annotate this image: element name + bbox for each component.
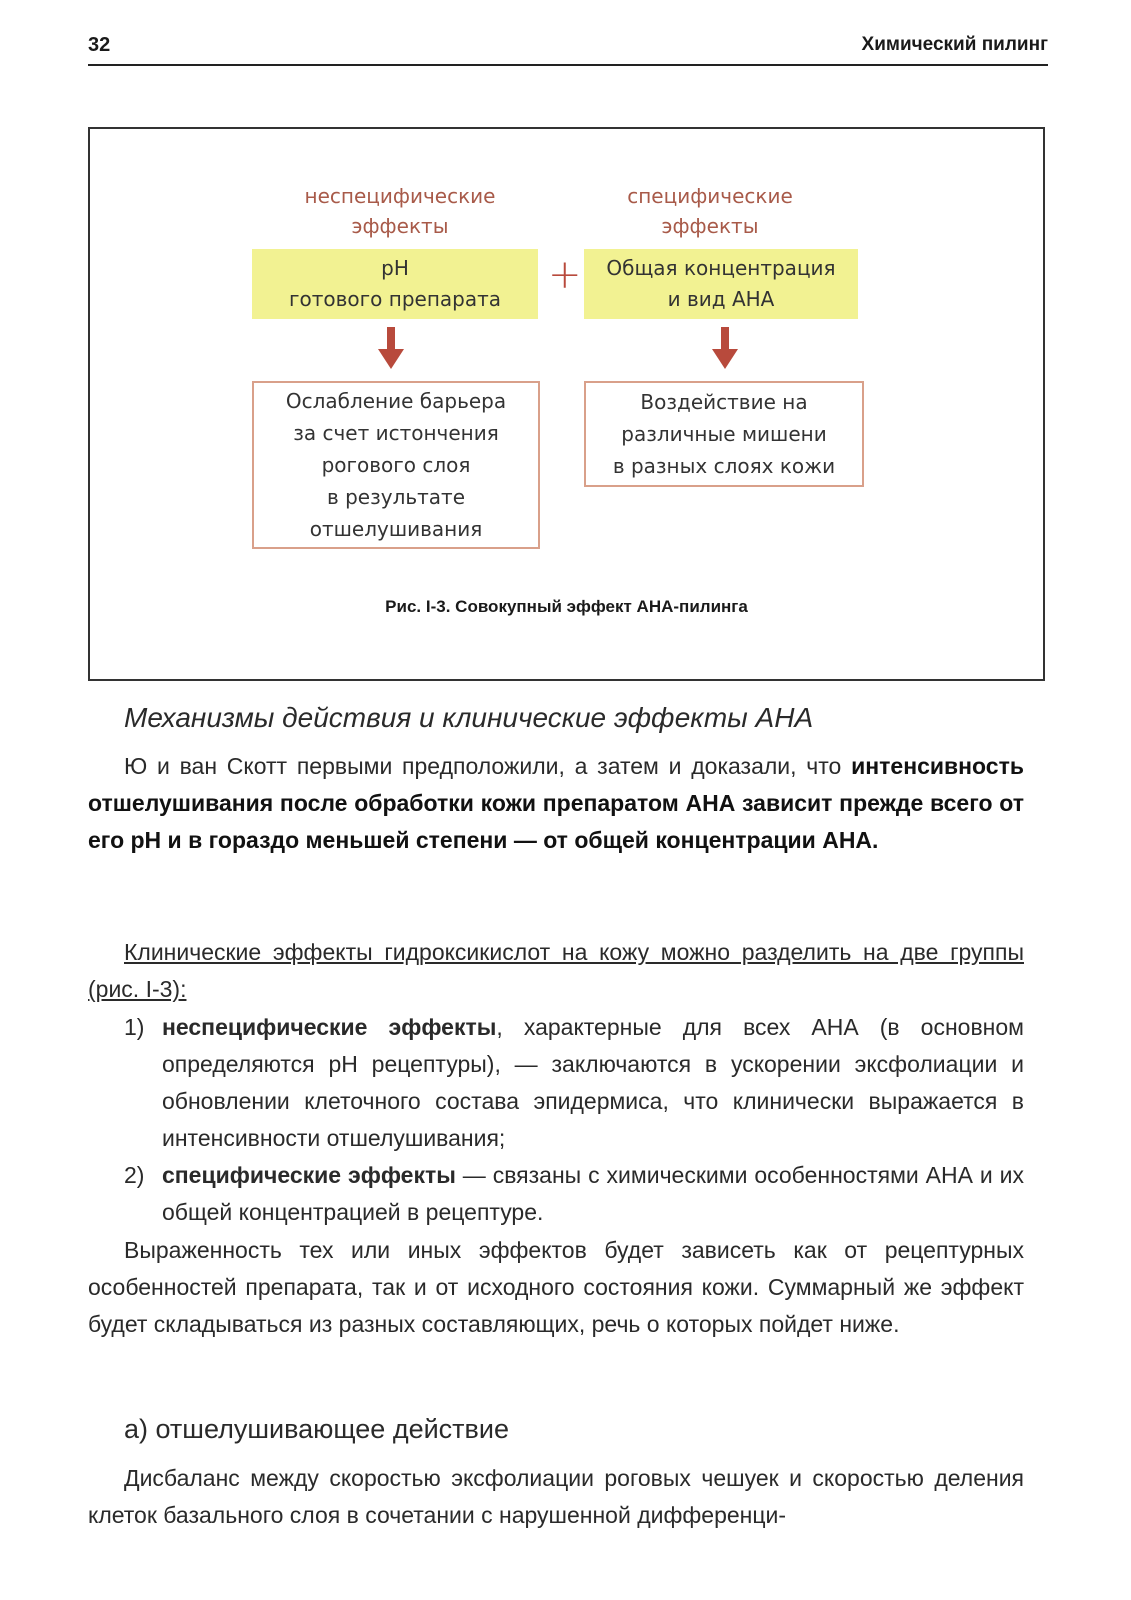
label-line: эффекты xyxy=(351,214,449,238)
figure-caption xyxy=(90,597,1043,617)
list-description: — связаны с химическими особенностями АНА и их общей концентрацией в рецептуре. xyxy=(162,1162,1024,1225)
paragraph-2 xyxy=(88,934,1024,1008)
list-bold-term: неспецифические эффекты xyxy=(162,1014,497,1040)
list-description: , характерные для всех АНА (в основном определяются pH рецептуры), — заключаются в ускорении эксфолиации и обновлении клеточного состава эпидермиса, что клинически выражается в интенсивности отшелушивания; xyxy=(162,1014,1024,1151)
box-line: Общая концентрация xyxy=(606,256,836,280)
caption-text: Совокупный эффект АНА-пилинга xyxy=(455,597,748,616)
label-line: специфические xyxy=(627,184,793,208)
paragraph-text: Ю и ван Скотт первыми предположили, а затем и доказали, что xyxy=(124,753,852,779)
paragraph-text: Клинические эффекты гидроксикислот на кожу можно разделить на две группы (рис. I-3): xyxy=(88,939,1024,1002)
paragraph-bold-text: интенсивность отшелушивания после обработки кожи препаратом АНА зависит прежде всего от его pH и в гораздо меньшей степени — от общей концентрации АНА. xyxy=(88,753,1024,853)
box-line: различные мишени xyxy=(621,422,827,446)
label-line: неспецифические xyxy=(304,184,496,208)
paragraph-text: Выраженность тех или иных эффектов будет зависеть как от рецептурных особенностей препарата, так и от исходного состояния кожи. Суммарный же эффект будет складываться из разных составляющих, речь о которых пойдет ниже. xyxy=(88,1237,1024,1337)
figure-frame xyxy=(88,127,1045,681)
box-line: рогового слоя xyxy=(321,453,471,477)
running-title: Химический пилинг xyxy=(861,34,1048,55)
paragraph-text: Дисбаланс между скоростью эксфолиации роговых чешуек и скоростью деления клеток базального слоя в сочетании с нарушенной дифференци- xyxy=(88,1465,1024,1528)
box-line: Воздействие на xyxy=(640,390,808,414)
plus-sign: + xyxy=(548,252,582,298)
list-text xyxy=(162,1009,1024,1157)
concentration-box xyxy=(584,249,858,319)
list-number: 2) xyxy=(124,1162,145,1188)
subsection-heading: а) отшелушивающее действие xyxy=(124,1414,509,1444)
box-line: pH xyxy=(381,256,409,280)
paragraph-4 xyxy=(88,1460,1024,1534)
box-line: за счет истончения xyxy=(293,421,499,445)
list-bold-term: специфические эффекты xyxy=(162,1162,456,1188)
paragraph-3 xyxy=(88,1232,1024,1343)
page-number: 32 xyxy=(88,34,111,56)
box-line: отшелушивания xyxy=(309,517,483,541)
box-line: в результате xyxy=(326,485,466,509)
label-line: эффекты xyxy=(661,214,759,238)
box-line: и вид АНА xyxy=(667,287,775,311)
specific-effects-label xyxy=(600,181,820,241)
nonspecific-effects-label xyxy=(280,181,520,241)
box-line: в разных слоях кожи xyxy=(612,454,836,478)
list-number: 1) xyxy=(124,1014,145,1040)
down-arrow-icon xyxy=(710,327,740,371)
down-arrow-icon xyxy=(376,327,406,371)
barrier-weakening-box xyxy=(252,381,540,549)
ph-box xyxy=(252,249,538,319)
targets-box xyxy=(584,381,864,487)
caption-label: Рис. I-3. xyxy=(385,597,451,616)
list-text xyxy=(162,1157,1024,1231)
box-line: готового препарата xyxy=(288,287,502,311)
box-line: Ослабление барьера xyxy=(285,389,507,413)
running-header xyxy=(88,34,1048,66)
paragraph-1 xyxy=(88,748,1024,859)
section-heading: Механизмы действия и клинические эффекты АНА xyxy=(124,702,814,733)
